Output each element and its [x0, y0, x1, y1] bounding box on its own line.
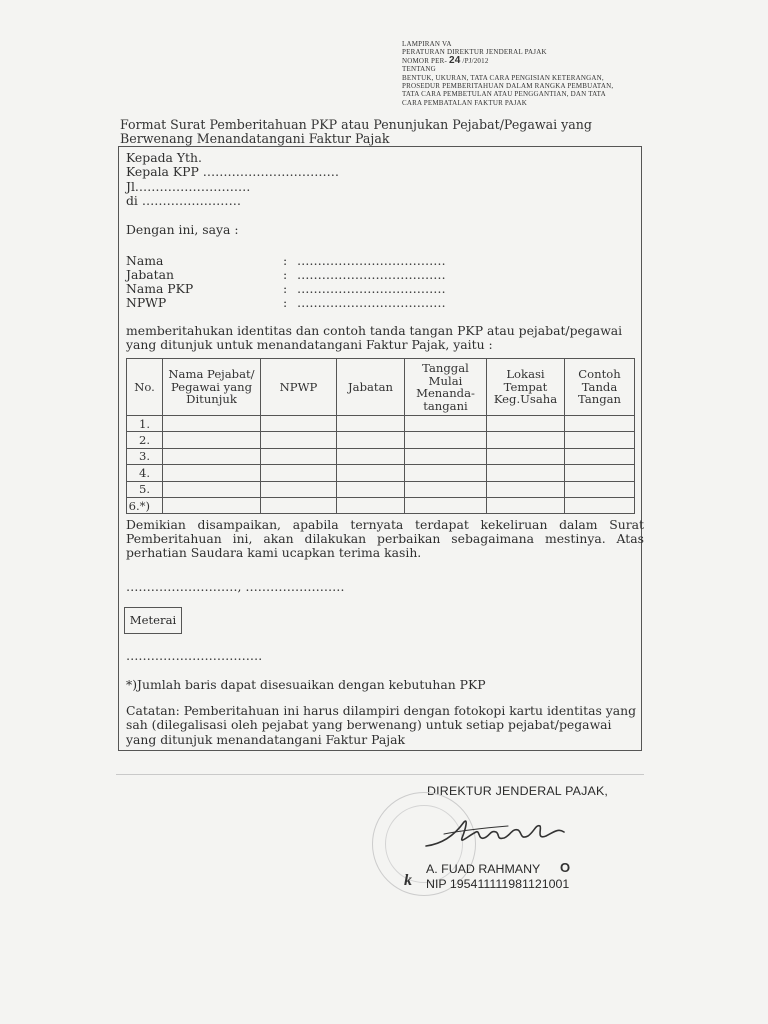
- identity-row-jabatan: [126, 268, 446, 282]
- document-title: Format Surat Pemberitahuan PKP atau Penunjukan Pejabat/Pegawai yang Berwenang Menandatangani Faktur Pajak: [120, 117, 592, 146]
- table-cell: [565, 465, 635, 481]
- table-cell: [337, 448, 405, 464]
- table-cell: [337, 432, 405, 448]
- table-cell: [565, 416, 635, 432]
- table-cell: [261, 497, 337, 513]
- table-cell: [337, 497, 405, 513]
- table-cell: [261, 432, 337, 448]
- director-title: DIREKTUR JENDERAL PAJAK,: [427, 784, 609, 798]
- header-line: PERATURAN DIREKTUR JENDERAL PAJAK: [402, 48, 547, 57]
- table-cell: [487, 497, 565, 513]
- recipient-city: di ……………………: [126, 193, 241, 209]
- table-header-row: [127, 359, 635, 416]
- table-row: [127, 416, 635, 432]
- divider-line: [116, 774, 644, 775]
- field-value: ………………………………: [297, 253, 446, 268]
- identity-row-nama: [126, 254, 446, 268]
- row-number: 6.*): [127, 497, 163, 513]
- table-row: [127, 465, 635, 481]
- recipient-kpp: Kepala KPP ……………………………: [126, 164, 340, 180]
- table-cell: [163, 448, 261, 464]
- catatan-text: Catatan: Pemberitahuan ini harus dilampiri dengan fotokopi kartu identitas yang sah (dilegalisasi oleh pejabat yang berwenang) untuk setiap pejabat/pegawai yang ditunjuk menandatangani Faktur Pajak: [126, 703, 637, 747]
- table-header: No.: [127, 359, 163, 416]
- table-header: Lokasi Tempat Keg.Usaha: [487, 359, 565, 416]
- row-number: 3.: [127, 448, 163, 464]
- field-colon: :: [283, 267, 288, 282]
- table-cell: [163, 465, 261, 481]
- identity-row-npwp: [126, 296, 446, 310]
- identity-row-nama-pkp: [126, 282, 446, 296]
- nomor-number: 24: [448, 54, 461, 66]
- row-number: 4.: [127, 465, 163, 481]
- table-row: [127, 448, 635, 464]
- row-number: 1.: [127, 416, 163, 432]
- field-colon: :: [283, 295, 288, 310]
- header-line: BENTUK, UKURAN, TATA CARA PENGISIAN KETERANGAN,: [402, 73, 604, 82]
- table-header: Jabatan: [337, 359, 405, 416]
- table-cell: [565, 432, 635, 448]
- table-cell: [405, 448, 487, 464]
- row-number: 2.: [127, 432, 163, 448]
- field-value: ………………………………: [297, 267, 446, 282]
- recipient-salutation: Kepada Yth.: [126, 150, 202, 165]
- header-line: TATA CARA PEMBETULAN ATAU PENGGANTIAN, DAN TATA: [402, 90, 606, 99]
- recipient-street: Jl.………………………: [126, 178, 251, 194]
- table-cell: [261, 448, 337, 464]
- header-line: PROSEDUR PEMBERITAHUAN DALAM RANGKA PEMBUATAN,: [402, 82, 614, 91]
- table-header: NPWP: [261, 359, 337, 416]
- header-line: CARA PEMBATALAN FAKTUR PAJAK: [402, 98, 528, 107]
- field-value: ………………………………: [297, 281, 446, 296]
- table-cell: [261, 481, 337, 497]
- table-cell: [163, 497, 261, 513]
- table-header: Nama Pejabat/ Pegawai yang Ditunjuk: [163, 359, 261, 416]
- field-label: Nama: [126, 253, 164, 268]
- field-label: NPWP: [126, 295, 167, 310]
- table-cell: [487, 448, 565, 464]
- notice-text: memberitahukan identitas dan contoh tanda tangan PKP atau pejabat/pegawai yang ditunjuk untuk menandatangani Faktur Pajak, yaitu :: [126, 323, 623, 353]
- table-cell: [565, 448, 635, 464]
- table-cell: [487, 432, 565, 448]
- footnote-text: *)Jumlah baris dapat disesuaikan dengan kebutuhan PKP: [126, 677, 486, 692]
- row-number: 5.: [127, 481, 163, 497]
- header-line: TENTANG: [402, 65, 436, 74]
- table-cell: [337, 481, 405, 497]
- table-cell: [337, 465, 405, 481]
- table-cell: [405, 465, 487, 481]
- paraf-mark-right: O: [560, 860, 571, 875]
- table-cell: [565, 497, 635, 513]
- table-cell: [565, 481, 635, 497]
- director-name: A. FUAD RAHMANY: [426, 862, 541, 876]
- recipient-block: [126, 151, 339, 209]
- table-cell: [405, 481, 487, 497]
- field-label: Jabatan: [126, 267, 175, 282]
- director-nip: NIP 195411111981121001: [426, 877, 570, 891]
- paraf-mark-left: k: [404, 872, 412, 889]
- table-cell: [487, 481, 565, 497]
- stamp-duty-box: Meterai: [124, 607, 182, 634]
- place-date-line: ………………………, ……………………: [126, 579, 345, 594]
- nomor-suffix: /PJ/2012: [462, 56, 489, 65]
- field-label: Nama PKP: [126, 281, 194, 296]
- table-cell: [163, 416, 261, 432]
- table-header: Tanggal Mulai Menanda-tangani: [405, 359, 487, 416]
- table-row: [127, 481, 635, 497]
- field-value: ………………………………: [297, 295, 446, 310]
- table-cell: [261, 416, 337, 432]
- signature-line: ……………………………: [126, 648, 263, 663]
- table-row: [127, 432, 635, 448]
- intro-text: Dengan ini, saya :: [126, 222, 239, 237]
- table-cell: [487, 416, 565, 432]
- table-cell: [261, 465, 337, 481]
- identity-fields: [126, 254, 446, 310]
- table-row: [127, 497, 635, 513]
- table-cell: [405, 432, 487, 448]
- table-cell: [487, 465, 565, 481]
- signature-table: [126, 358, 635, 514]
- table-cell: [163, 481, 261, 497]
- table-cell: [163, 432, 261, 448]
- table-cell: [405, 497, 487, 513]
- attachment-header-note: [402, 40, 702, 107]
- handwritten-signature-icon: [424, 816, 576, 854]
- field-colon: :: [283, 281, 288, 296]
- field-colon: :: [283, 253, 288, 268]
- header-line-nomor: [402, 54, 702, 66]
- closing-text: Demikian disampaikan, apabila ternyata terdapat kekeliruan dalam Surat Pemberitahuan ini, akan dilakukan perbaikan sebagaimana mestinya. Atas perhatian Saudara kami ucapkan terima kasih.: [126, 517, 644, 560]
- table-header: Contoh Tanda Tangan: [565, 359, 635, 416]
- table-cell: [337, 416, 405, 432]
- header-line: LAMPIRAN VA: [402, 40, 452, 48]
- nomor-label: NOMOR PER-: [402, 56, 447, 65]
- table-cell: [405, 416, 487, 432]
